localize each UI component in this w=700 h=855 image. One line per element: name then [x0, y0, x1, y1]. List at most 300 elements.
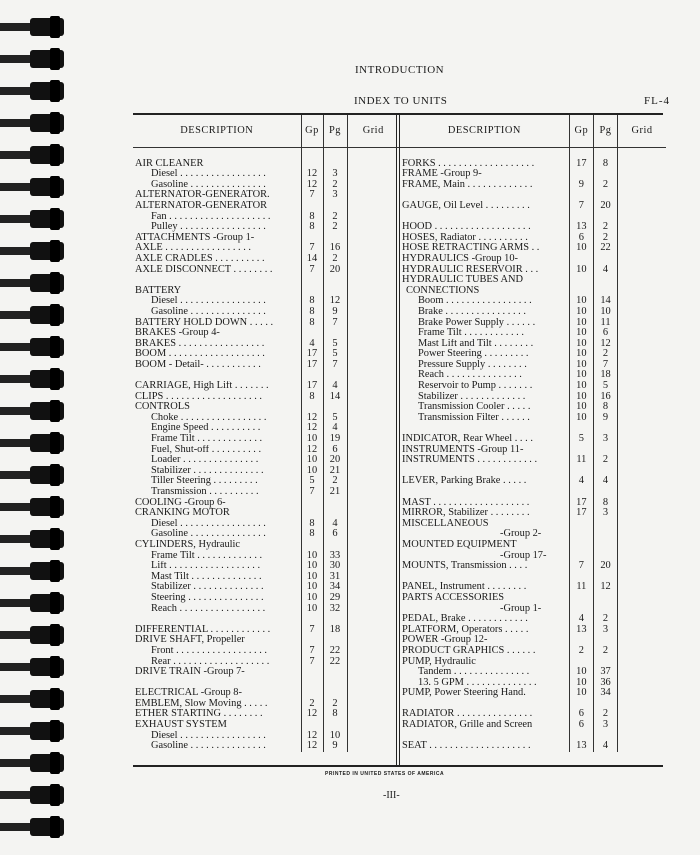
entry-group: [301, 498, 323, 509]
entry-page: [593, 635, 617, 646]
table-row: [400, 741, 666, 752]
entry-description: Stabilizer . . . . . . . . . . . . . .: [151, 465, 264, 476]
header-pg: Pg: [593, 115, 617, 148]
entry-group: [569, 519, 593, 530]
entry-group: 10: [301, 551, 323, 562]
table-row: [133, 360, 399, 371]
entry-page: [323, 159, 347, 170]
table-row: [400, 370, 666, 381]
header-pg: Pg: [323, 115, 347, 148]
entry-grid: [618, 339, 666, 350]
entry-grid: [347, 625, 399, 636]
table-row: [400, 286, 666, 297]
entry-description: Power Steering . . . . . . . . .: [418, 349, 529, 360]
entry-description: Fan . . . . . . . . . . . . . . . . . . . .: [151, 211, 271, 222]
entry-page: 8: [593, 402, 617, 413]
entry-grid: [618, 519, 666, 530]
table-row: [400, 413, 666, 424]
entry-page: [323, 720, 347, 731]
entry-page: 36: [593, 678, 617, 689]
entry-grid: [347, 572, 399, 583]
entry-group: [569, 190, 593, 201]
entry-grid: [347, 604, 399, 615]
entry-group: [569, 551, 593, 562]
entry-group: 10: [301, 434, 323, 445]
entry-description: HYDRAULICS -Group 10-: [402, 253, 519, 264]
table-row: [133, 402, 399, 413]
entry-description: Reach . . . . . . . . . . . . . . .: [418, 370, 522, 381]
entry-page: 8: [323, 709, 347, 720]
entry-grid: [618, 423, 666, 434]
entry-description: [133, 614, 301, 625]
table-row: [133, 731, 399, 742]
entry-description: DRIVE SHAFT, Propeller: [135, 635, 245, 646]
entry-group: 10: [569, 678, 593, 689]
entry-grid: [347, 487, 399, 498]
entry-description: RADIATOR . . . . . . . . . . . . . . .: [402, 709, 533, 720]
table-row: [400, 148, 666, 159]
entry-grid: [618, 243, 666, 254]
entry-description: HYDRAULIC TUBES AND: [402, 275, 524, 286]
table-row: [400, 614, 666, 625]
page-title: INTRODUCTION: [355, 64, 445, 76]
entry-description: BATTERY: [135, 285, 182, 296]
entry-description: EMBLEM, Slow Moving . . . . .: [135, 698, 268, 709]
entry-description: MISCELLANEOUS: [402, 518, 489, 529]
entry-page: [593, 148, 617, 159]
entry-page: [323, 614, 347, 625]
entry-grid: [618, 476, 666, 487]
entry-page: [593, 593, 617, 604]
entry-page: [593, 540, 617, 551]
entry-page: 10: [593, 307, 617, 318]
entry-page: 2: [323, 699, 347, 710]
entry-grid: [347, 180, 399, 191]
entry-page: 16: [593, 392, 617, 403]
entry-page: 5: [323, 413, 347, 424]
entry-grid: [618, 381, 666, 392]
entry-grid: [347, 159, 399, 170]
table-row: [133, 243, 399, 254]
entry-grid: [618, 678, 666, 689]
entry-description: Pressure Supply . . . . . . . .: [418, 359, 527, 370]
table-row: [133, 529, 399, 540]
entry-group: [301, 635, 323, 646]
entry-group: 10: [569, 307, 593, 318]
entry-group: 4: [569, 614, 593, 625]
entry-description: AIR CLEANER: [135, 158, 204, 169]
entry-grid: [618, 657, 666, 668]
entry-grid: [347, 201, 399, 212]
entry-description: Brake Power Supply . . . . . .: [418, 317, 536, 328]
table-row: [400, 328, 666, 339]
entry-group: 7: [301, 646, 323, 657]
table-row: [133, 678, 399, 689]
entry-group: [301, 667, 323, 678]
entry-description: FRAME -Group 9-: [402, 169, 482, 180]
entry-page: [593, 169, 617, 180]
entry-page: 37: [593, 667, 617, 678]
entry-grid: [347, 370, 399, 381]
entry-group: 10: [301, 593, 323, 604]
table-row: [400, 688, 666, 699]
entry-description: Gasoline . . . . . . . . . . . . . . .: [151, 741, 266, 752]
entry-description: HOSE RETRACTING ARMS . .: [402, 243, 540, 254]
entry-page: 2: [593, 222, 617, 233]
table-row: [400, 265, 666, 276]
binding-ring: [30, 562, 64, 580]
table-row: [400, 233, 666, 244]
entry-description: INSTRUMENTS . . . . . . . . . . . .: [402, 455, 538, 466]
table-row: [133, 381, 399, 392]
entry-grid: [347, 434, 399, 445]
entry-grid: [618, 688, 666, 699]
entry-group: 12: [301, 731, 323, 742]
table-row: [133, 688, 399, 699]
table-row: [400, 318, 666, 329]
entry-description: Gasoline . . . . . . . . . . . . . . .: [151, 179, 266, 190]
entry-grid: [618, 487, 666, 498]
table-row: [400, 540, 666, 551]
binding-ring: [30, 722, 64, 740]
entry-grid: [347, 254, 399, 265]
entry-page: [593, 572, 617, 583]
table-row: [400, 243, 666, 254]
entry-group: 8: [301, 529, 323, 540]
table-row: [133, 508, 399, 519]
entry-page: 2: [593, 233, 617, 244]
entry-page: 2: [593, 349, 617, 360]
table-row: [400, 678, 666, 689]
entry-page: 2: [323, 222, 347, 233]
table-row: [400, 699, 666, 710]
entry-description: [133, 678, 301, 689]
entry-group: 12: [301, 445, 323, 456]
entry-page: 31: [323, 572, 347, 583]
entry-page: 8: [593, 159, 617, 170]
table-row: [400, 635, 666, 646]
entry-group: [301, 688, 323, 699]
table-row: [133, 190, 399, 201]
entry-page: [593, 487, 617, 498]
entry-description: Mast Lift and Tilt . . . . . . . .: [418, 338, 534, 349]
entry-description: [400, 423, 569, 434]
entry-description: Diesel . . . . . . . . . . . . . . . . .: [151, 169, 266, 180]
entry-page: 4: [323, 381, 347, 392]
entry-grid: [347, 709, 399, 720]
entry-grid: [618, 169, 666, 180]
table-row: [400, 254, 666, 265]
entry-grid: [347, 413, 399, 424]
entry-group: 12: [301, 180, 323, 191]
entry-page: [593, 699, 617, 710]
entry-description: PEDAL, Brake . . . . . . . . . . . .: [402, 614, 528, 625]
entry-description: [400, 466, 569, 477]
entry-group: 12: [301, 413, 323, 424]
table-row: [400, 561, 666, 572]
table-row: [400, 529, 666, 540]
entry-grid: [618, 614, 666, 625]
entry-grid: [347, 455, 399, 466]
entry-description: CARRIAGE, High Lift . . . . . . .: [135, 381, 269, 392]
entry-group: [569, 657, 593, 668]
entry-grid: [618, 159, 666, 170]
table-row: [133, 328, 399, 339]
entry-description: MOUNTS, Transmission . . . .: [402, 561, 528, 572]
entry-page: [323, 508, 347, 519]
entry-grid: [618, 561, 666, 572]
entry-grid: [347, 688, 399, 699]
entry-page: [323, 678, 347, 689]
entry-description: Pulley . . . . . . . . . . . . . . . . .: [151, 222, 266, 233]
entry-page: [593, 212, 617, 223]
entry-group: 6: [569, 720, 593, 731]
entry-grid: [618, 699, 666, 710]
entry-grid: [618, 731, 666, 742]
table-row: [400, 625, 666, 636]
table-row: [133, 646, 399, 657]
table-row: [400, 667, 666, 678]
table-row: [400, 593, 666, 604]
entry-group: 13: [569, 625, 593, 636]
table-row: [133, 233, 399, 244]
entry-group: [569, 286, 593, 297]
entry-grid: [618, 635, 666, 646]
entry-group: 10: [569, 392, 593, 403]
entry-page: 34: [593, 688, 617, 699]
entry-group: 7: [301, 190, 323, 201]
binding-ring: [30, 370, 64, 388]
entry-description: CRANKING MOTOR: [135, 508, 230, 519]
entry-grid: [347, 212, 399, 223]
entry-description: INDICATOR, Rear Wheel . . . .: [402, 434, 533, 445]
entry-grid: [347, 328, 399, 339]
entry-grid: [618, 667, 666, 678]
entry-group: [301, 328, 323, 339]
entry-page: 14: [323, 392, 347, 403]
entry-group: 10: [569, 339, 593, 350]
binding-ring: [30, 114, 64, 132]
entry-page: 7: [323, 360, 347, 371]
entry-grid: [347, 699, 399, 710]
entry-description: AXLE . . . . . . . . . . . . . . . . .: [135, 243, 252, 254]
entry-description: [400, 190, 569, 201]
entry-description: Mast Tilt . . . . . . . . . . . . . .: [151, 571, 262, 582]
entry-description: Rear . . . . . . . . . . . . . . . . . . .: [151, 656, 270, 667]
table-row: [400, 307, 666, 318]
entry-grid: [347, 275, 399, 286]
entry-grid: [347, 593, 399, 604]
entry-grid: [618, 582, 666, 593]
binding-ring: [30, 18, 64, 36]
entry-page: 4: [593, 741, 617, 752]
table-row: [133, 349, 399, 360]
entry-description: Transmission Filter . . . . . .: [418, 412, 530, 423]
entry-group: 17: [301, 381, 323, 392]
entry-page: [593, 286, 617, 297]
entry-page: 32: [323, 604, 347, 615]
entry-grid: [347, 551, 399, 562]
entry-grid: [618, 413, 666, 424]
entry-grid: [347, 423, 399, 434]
entry-grid: [347, 169, 399, 180]
entry-page: 3: [593, 434, 617, 445]
entry-group: [301, 402, 323, 413]
binding-ring: [30, 786, 64, 804]
entry-group: [569, 540, 593, 551]
entry-page: [593, 529, 617, 540]
entry-group: [301, 233, 323, 244]
entry-description: SEAT . . . . . . . . . . . . . . . . . . . .: [402, 741, 531, 752]
entry-description: 13. 5 GPM . . . . . . . . . . . . . .: [418, 677, 537, 688]
table-row: [133, 487, 399, 498]
entry-group: 5: [301, 476, 323, 487]
table-row: [133, 275, 399, 286]
entry-description: HYDRAULIC RESERVOIR . . .: [402, 264, 539, 275]
entry-group: 13: [569, 222, 593, 233]
table-row: [400, 508, 666, 519]
entry-group: [301, 275, 323, 286]
entry-grid: [618, 720, 666, 731]
entry-page: 3: [593, 508, 617, 519]
entry-group: [301, 370, 323, 381]
entry-group: 10: [569, 328, 593, 339]
entry-group: [301, 678, 323, 689]
entry-group: 2: [301, 699, 323, 710]
table-row: [400, 709, 666, 720]
entry-grid: [618, 741, 666, 752]
printed-notice: PRINTED IN UNITED STATES OF AMERICA: [325, 771, 445, 777]
entry-description: Reservoir to Pump . . . . . . .: [418, 381, 533, 392]
entry-group: 10: [569, 243, 593, 254]
table-header: [400, 115, 666, 148]
entry-description: -Group 17-: [500, 550, 547, 561]
entry-description: [133, 275, 301, 286]
entry-description: BATTERY HOLD DOWN . . . . .: [135, 317, 274, 328]
entry-description: PRODUCT GRAPHICS . . . . . .: [402, 645, 536, 656]
entry-group: [569, 487, 593, 498]
entry-grid: [347, 678, 399, 689]
entry-group: 5: [569, 434, 593, 445]
entry-page: 22: [323, 646, 347, 657]
table-row: [133, 667, 399, 678]
entry-description: CONNECTIONS: [406, 285, 480, 296]
binding-ring: [30, 50, 64, 68]
table-row: [133, 699, 399, 710]
entry-group: [301, 159, 323, 170]
table-row: [400, 339, 666, 350]
entry-description: Fuel, Shut-off . . . . . . . . . .: [151, 444, 262, 455]
entry-grid: [347, 233, 399, 244]
table-row: [133, 445, 399, 456]
entry-group: [569, 275, 593, 286]
entry-description: [133, 370, 301, 381]
entry-description: Boom . . . . . . . . . . . . . . . . .: [418, 296, 532, 307]
binding-ring: [30, 210, 64, 228]
header-description: DESCRIPTION: [400, 115, 569, 148]
entry-group: [569, 593, 593, 604]
entry-grid: [618, 275, 666, 286]
entry-grid: [618, 180, 666, 191]
binding-ring: [30, 402, 64, 420]
entry-group: [569, 423, 593, 434]
table-row: [133, 413, 399, 424]
binding-ring: [30, 530, 64, 548]
entry-page: 2: [593, 180, 617, 191]
table-row: [133, 614, 399, 625]
table-row: [133, 434, 399, 445]
entry-group: 11: [569, 455, 593, 466]
table-row: [400, 275, 666, 286]
entry-grid: [618, 286, 666, 297]
entry-grid: [618, 222, 666, 233]
entry-description: INSTRUMENTS -Group 11-: [402, 444, 524, 455]
entry-grid: [347, 582, 399, 593]
entry-grid: [347, 349, 399, 360]
entry-page: [323, 540, 347, 551]
entry-page: 2: [593, 709, 617, 720]
entry-grid: [618, 328, 666, 339]
entry-grid: [347, 741, 399, 752]
entry-grid: [347, 296, 399, 307]
table-row: [133, 222, 399, 233]
bottom-rule: [133, 765, 663, 767]
entry-group: 10: [301, 604, 323, 615]
entry-page: [593, 423, 617, 434]
table-row: [133, 625, 399, 636]
entry-grid: [347, 286, 399, 297]
entry-description: Stabilizer . . . . . . . . . . . . . .: [151, 582, 264, 593]
entry-description: Lift . . . . . . . . . . . . . . . . . .: [151, 561, 261, 572]
entry-page: [593, 466, 617, 477]
entry-group: 7: [301, 265, 323, 276]
entry-group: 10: [301, 466, 323, 477]
entry-group: 10: [569, 381, 593, 392]
entry-group: 6: [569, 709, 593, 720]
entry-page: 2: [323, 254, 347, 265]
entry-description: PLATFORM, Operators . . . . .: [402, 624, 529, 635]
entry-grid: [347, 222, 399, 233]
entry-grid: [618, 455, 666, 466]
table-row: [133, 212, 399, 223]
entry-description: -Group 2-: [500, 529, 542, 540]
entry-group: 10: [569, 265, 593, 276]
entry-description: Frame Tilt . . . . . . . . . . . . .: [151, 550, 263, 561]
table-row: [133, 466, 399, 477]
entry-grid: [347, 466, 399, 477]
entry-description: ALTERNATOR-GENERATOR.: [135, 190, 270, 201]
table-row: [133, 201, 399, 212]
entry-page: 2: [323, 180, 347, 191]
entry-group: [301, 720, 323, 731]
entry-group: 10: [569, 413, 593, 424]
table-row: [133, 392, 399, 403]
entry-grid: [618, 254, 666, 265]
entry-description: Choke . . . . . . . . . . . . . . . . .: [151, 412, 267, 423]
table-row: [400, 190, 666, 201]
entry-grid: [347, 381, 399, 392]
entry-grid: [347, 720, 399, 731]
table-row: [133, 318, 399, 329]
entry-page: [323, 370, 347, 381]
header-grid: Grid: [347, 115, 399, 148]
table-row: [133, 741, 399, 752]
entry-page: 2: [593, 455, 617, 466]
entry-group: 8: [301, 307, 323, 318]
header-gp: Gp: [569, 115, 593, 148]
table-row: [133, 720, 399, 731]
entry-group: [569, 466, 593, 477]
